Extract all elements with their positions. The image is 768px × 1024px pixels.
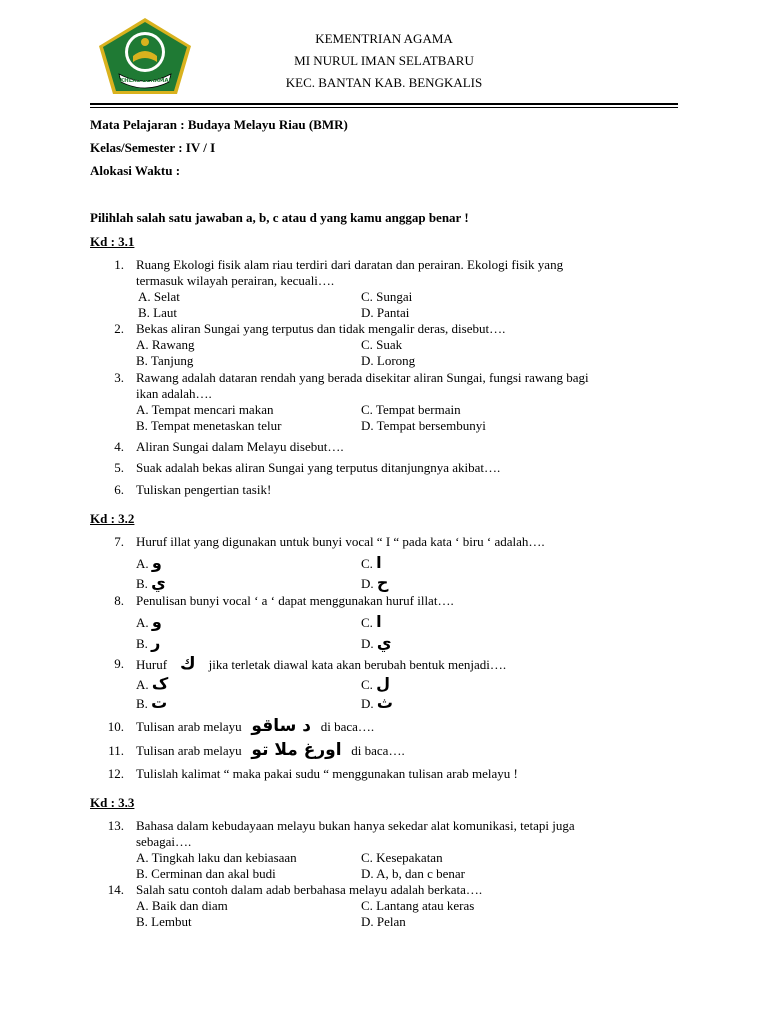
arabic-letter: ر [151, 633, 161, 652]
kd-heading: Kd : 3.2 [90, 511, 135, 526]
question-number: 6. [114, 482, 124, 497]
question-text: sebagai…. [136, 834, 192, 849]
header-divider-thin [90, 107, 678, 108]
option-a: A. Tempat mencari makan [136, 402, 274, 417]
question-text: Tulisan arab melayu د ساقو di baca…. [136, 716, 375, 736]
header-district: KEC. BANTAN KAB. BENGKALIS [285, 75, 483, 90]
option-d: D. Tempat bersembunyi [361, 418, 486, 433]
option-d: D. A, b, dan c benar [361, 866, 465, 881]
option-b: B. Laut [138, 305, 177, 320]
instruction: Pilihlah salah satu jawaban a, b, c atau d yang kamu anggap benar ! [90, 210, 469, 225]
arabic-letter: ل [376, 674, 391, 693]
arabic-letter: ح [376, 573, 389, 592]
option-c: C. Tempat bermain [361, 402, 461, 417]
option-b: B. Cerminan dan akal budi [136, 866, 276, 881]
kd-heading: Kd : 3.3 [90, 795, 135, 810]
class-line: Kelas/Semester : IV / I [90, 140, 216, 155]
option-d: D. Pelan [361, 914, 406, 929]
question-text: Huruf ك jika terletak diawal kata akan berubah bentuk menjadi…. [136, 654, 507, 674]
question-number: 8. [114, 593, 124, 608]
arabic-letter: ك [180, 654, 196, 674]
question-text: Suak adalah bekas aliran Sungai yang terputus ditanjungnya akibat…. [136, 460, 501, 475]
option-d: D. Pantai [361, 305, 410, 320]
question-text: ikan adalah…. [136, 386, 212, 401]
subject-line: Mata Pelajaran : Budaya Melayu Riau (BMR) [90, 117, 348, 132]
question-number: 11. [108, 743, 124, 758]
option-c: C. Kesepakatan [361, 850, 443, 865]
question-number: 2. [114, 321, 124, 336]
svg-text:IKHLAS BERAMAL: IKHLAS BERAMAL [117, 78, 173, 84]
option-a: A. Rawang [136, 337, 195, 352]
option-b: B. ر [136, 633, 161, 652]
option-b: B. Lembut [136, 914, 192, 929]
question-text: Ruang Ekologi fisik alam riau terdiri dari daratan dan perairan. Ekologi fisik yang [136, 257, 564, 272]
question-text: Huruf illat yang digunakan untuk bunyi vocal “ I “ pada kata ‘ biru ‘ adalah…. [136, 534, 545, 549]
arabic-word: اورغ ملا تو [251, 740, 342, 760]
question-number: 13. [107, 818, 124, 833]
question-number: 1. [114, 257, 124, 272]
option-c: C. Sungai [361, 289, 413, 304]
option-b: B. ت [136, 693, 168, 712]
option-c: C. ا [361, 612, 382, 631]
question-number: 9. [114, 656, 124, 671]
question-number: 14. [107, 882, 124, 897]
question-number: 5. [114, 460, 124, 475]
arabic-letter: ي [376, 633, 392, 652]
option-b: B. Tempat menetaskan telur [136, 418, 282, 433]
question-text: Tuliskan pengertian tasik! [136, 482, 272, 497]
option-a: A. Selat [138, 289, 180, 304]
option-a: A. ک [136, 674, 169, 693]
question-number: 4. [114, 439, 124, 454]
arabic-letter: ت [151, 693, 168, 712]
question-number: 12. [107, 766, 124, 781]
option-a: A. Baik dan diam [136, 898, 228, 913]
header-school: MI NURUL IMAN SELATBARU [294, 53, 474, 68]
option-c: C. ا [361, 553, 382, 572]
option-a: A. Tingkah laku dan kebiasaan [136, 850, 297, 865]
arabic-letter: ا [376, 553, 382, 572]
arabic-letter: ث [376, 693, 393, 712]
arabic-letter: ک [151, 674, 169, 693]
question-number: 10. [107, 719, 124, 734]
header-ministry: KEMENTRIAN AGAMA [315, 31, 453, 46]
ministry-logo [97, 16, 193, 96]
question-text: Rawang adalah dataran rendah yang berada disekitar aliran Sungai, fungsi rawang bagi [136, 370, 589, 385]
kd-heading: Kd : 3.1 [90, 234, 135, 249]
option-c: C. Suak [361, 337, 403, 352]
option-a: A. و [136, 553, 162, 572]
option-d: D. Lorong [361, 353, 416, 368]
question-text: Salah satu contoh dalam adab berbahasa melayu adalah berkata…. [136, 882, 483, 897]
option-c: C. Lantang atau keras [361, 898, 475, 913]
question-text: Tulisan arab melayu اورغ ملا تو di baca…. [136, 740, 405, 760]
question-text: termasuk wilayah perairan, kecuali…. [136, 273, 335, 288]
question-number: 3. [114, 370, 124, 385]
question-text: Bahasa dalam kebudayaan melayu bukan hanya sekedar alat komunikasi, tetapi juga [136, 818, 575, 833]
option-c: C. ل [361, 674, 391, 693]
option-a: A. و [136, 612, 162, 631]
arabic-letter: ي [151, 573, 166, 592]
option-d: D. ح [361, 573, 389, 592]
question-text: Tulislah kalimat “ maka pakai sudu “ menggunakan tulisan arab melayu ! [136, 766, 518, 781]
arabic-letter: و [151, 553, 162, 572]
header-divider-thick [90, 103, 678, 105]
option-d: D. ي [361, 633, 392, 652]
arabic-letter: و [151, 612, 162, 631]
question-text: Penulisan bunyi vocal ‘ a ‘ dapat menggunakan huruf illat…. [136, 593, 454, 608]
question-text: Aliran Sungai dalam Melayu disebut…. [136, 439, 344, 454]
option-b: B. Tanjung [136, 353, 194, 368]
arabic-word: د ساقو [251, 716, 311, 736]
question-number: 7. [114, 534, 124, 549]
option-d: D. ث [361, 693, 393, 712]
question-text: Bekas aliran Sungai yang terputus dan tidak mengalir deras, disebut…. [136, 321, 506, 336]
time-line: Alokasi Waktu : [90, 163, 181, 178]
arabic-letter: ا [376, 612, 382, 631]
option-b: B. ي [136, 573, 166, 592]
